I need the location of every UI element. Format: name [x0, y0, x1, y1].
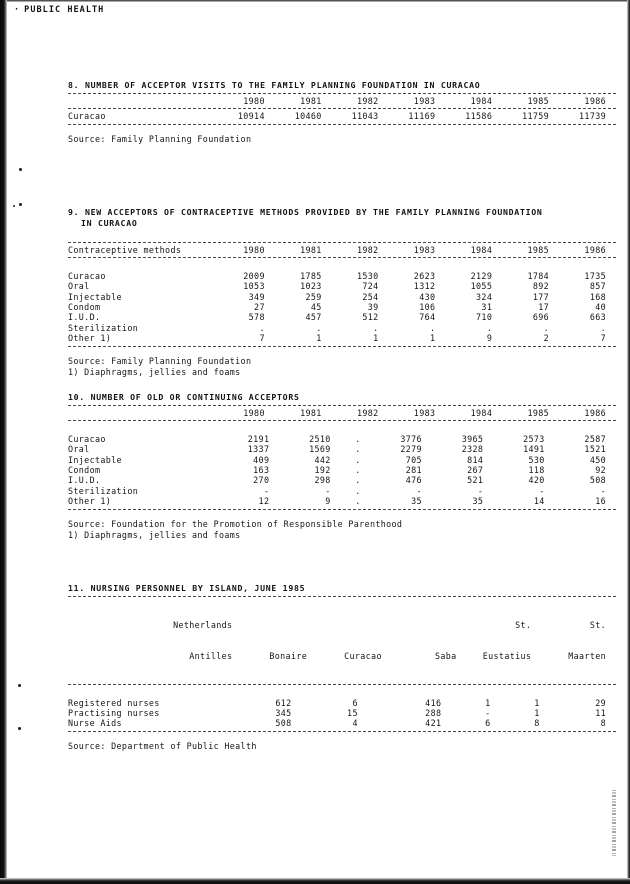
table-9-cell: 1055: [470, 281, 493, 292]
table-8-row-label: Curacao: [68, 111, 106, 122]
table-row: [68, 465, 616, 475]
table-10-cell: .: [355, 454, 361, 465]
table-11-row-label: Registered nurses: [68, 697, 160, 708]
table-10-cell: -: [325, 485, 331, 496]
table-8-col-1983: 1983: [413, 96, 436, 106]
table-9-cell: .: [543, 322, 550, 333]
table-10-cell: 705: [405, 454, 422, 465]
table-row: [68, 333, 616, 343]
scan-edge-bottom: [0, 878, 630, 884]
col-head-top: [392, 620, 457, 630]
table-8-cell: 11739: [579, 111, 606, 122]
table-9-cell: 1: [373, 333, 379, 344]
table-11-row-label: Nurse Aids: [68, 718, 122, 729]
table-11-col-netherlands-antilles: [168, 599, 243, 682]
table-8-body: [68, 111, 616, 121]
table-9-col-1981: 1981: [300, 245, 322, 255]
table-10-col-1985: 1985: [527, 408, 550, 418]
table-11-title: 11. NURSING PERSONNEL BY ISLAND, JUNE 1985: [68, 583, 306, 593]
table-row: [68, 455, 616, 465]
spacer: [68, 423, 616, 433]
table-9-cell: 7: [600, 333, 606, 344]
table-10-cell: 2510: [309, 433, 331, 444]
table-9-cell: 177: [532, 291, 550, 302]
col-head-bottom: Maarten: [568, 651, 606, 662]
table-row: [68, 496, 616, 506]
table-row: [68, 323, 616, 333]
table-8-rule-top: [68, 93, 616, 94]
table-10-cell: -: [539, 485, 545, 496]
table-10-source: Source: Foundation for the Promotion of Responsible Parenthood: [68, 518, 403, 529]
table-10-cell: 450: [589, 454, 606, 465]
table-10-cell: .: [355, 465, 361, 476]
table-11-cell: 29: [595, 697, 606, 708]
table-9-cell: 1784: [527, 270, 550, 281]
table-9-rule-mid: [68, 257, 616, 258]
table-8-col-1985: 1985: [527, 96, 550, 106]
table-11-cell: -: [485, 708, 491, 719]
table-11-cell: 6: [485, 718, 491, 729]
table-8-cell: 11043: [351, 111, 379, 122]
table-11-col-bonaire: [242, 599, 317, 682]
table-10-cell: .: [355, 496, 361, 507]
table-10-cell: 3965: [461, 433, 484, 444]
table-10-cell: -: [600, 485, 606, 496]
scan-edge-top: [0, 0, 630, 2]
table-9-cell: 457: [305, 312, 322, 323]
table-11-source: Source: Department of Public Health: [68, 740, 257, 751]
table-9-cell: 1312: [413, 281, 436, 292]
table-10-row-label: Injectable: [68, 454, 122, 465]
table-8-block: [68, 80, 616, 145]
table-10-cell: 420: [528, 475, 545, 486]
table-9-cell: 349: [248, 291, 265, 302]
table-row: [68, 292, 616, 302]
table-11-body: [68, 687, 616, 729]
table-10-cell: 118: [528, 465, 545, 476]
table-10-block: [68, 392, 616, 541]
table-row: [68, 434, 616, 444]
table-10-cell: 267: [467, 465, 484, 476]
table-11-col-curacao: [317, 599, 392, 682]
table-10-header-row: [68, 408, 616, 418]
table-8-col-1982: 1982: [356, 96, 379, 106]
table-10-cell: .: [355, 444, 361, 455]
table-9-cell: 2129: [470, 270, 493, 281]
table-9-row-label: Curacao: [68, 270, 106, 281]
running-head-text: PUBLIC HEALTH: [24, 5, 105, 15]
table-11-cell: 11: [595, 708, 606, 719]
table-8-rule-mid: [68, 108, 616, 109]
table-10-cell: 16: [595, 496, 606, 507]
table-10-cell: 270: [253, 475, 270, 486]
col-head-top: [317, 620, 382, 630]
table-9-rule-bottom: [68, 346, 616, 347]
col-head-top: [242, 620, 307, 630]
table-10-row-label: Oral: [68, 444, 90, 455]
table-10-rule-top: [68, 405, 616, 406]
table-9-col-1983: 1983: [413, 245, 436, 255]
table-11-cell: 345: [275, 708, 292, 719]
table-9-stub-header: Contraceptive methods: [68, 245, 182, 255]
table-9-cell: 106: [419, 302, 436, 313]
table-9-row-label: Injectable: [68, 291, 122, 302]
table-10-cell: 35: [472, 496, 484, 507]
table-11-header-row: [68, 599, 616, 682]
table-9: [68, 245, 616, 255]
table-10-footnote: 1) Diaphragms, jellies and foams: [68, 529, 241, 540]
table-9-body: [68, 260, 616, 343]
table-row: [68, 271, 616, 281]
table-9-row-label: Other 1): [68, 333, 112, 344]
table-10-cell: -: [263, 485, 270, 496]
table-9-cell: .: [600, 322, 606, 333]
table-10-row-label: I.U.D.: [68, 475, 101, 486]
table-10-row-label: Curacao: [68, 433, 106, 444]
table-10-col-1984: 1984: [470, 408, 493, 418]
table-row: [68, 312, 616, 322]
table-8-cell: 10914: [237, 111, 265, 122]
scan-speck: [13, 205, 15, 207]
table-9-row-label: I.U.D.: [68, 312, 101, 323]
table-9-cell: 1735: [584, 270, 606, 281]
table-10-cell: 530: [528, 454, 545, 465]
table-8-cell: 11759: [522, 111, 550, 122]
table-8-title: 8. NUMBER OF ACCEPTOR VISITS TO THE FAMILY PLANNING FOUNDATION IN CURACAO: [68, 80, 481, 90]
table-8-col-1986: 1986: [584, 96, 606, 106]
table-11-stub-header: [68, 599, 168, 682]
table-row: [68, 281, 616, 291]
table-9-cell: .: [316, 322, 322, 333]
table-10-cell: 192: [314, 465, 331, 476]
table-9-cell: 663: [589, 312, 606, 323]
table-11-cell: 8: [600, 718, 606, 729]
table-9-cell: 1053: [243, 281, 265, 292]
table-10-cell: 14: [533, 496, 545, 507]
table-11-cell: 15: [347, 708, 358, 719]
table-10-cell: 409: [253, 454, 270, 465]
table-9-title-line2: IN CURACAO: [81, 218, 138, 228]
table-11-col-saba: [392, 599, 467, 682]
table-row: [68, 718, 616, 728]
table-9-row-label: Condom: [68, 302, 101, 313]
table-10-cell: 9: [325, 496, 331, 507]
table-9-title: [68, 196, 616, 240]
table-10-cell: 35: [411, 496, 422, 507]
col-head-bottom: Saba: [434, 651, 457, 662]
table-9-cell: 696: [532, 312, 550, 323]
table-9-cell: 710: [476, 312, 493, 323]
table-11: [68, 599, 616, 682]
col-head-bottom: Antilles: [189, 651, 233, 662]
table-10-col-1981: 1981: [300, 408, 322, 418]
table-10-cell: 2279: [400, 444, 422, 455]
table-9-cell: .: [429, 322, 436, 333]
table-10-body: [68, 423, 616, 506]
col-head-top: St.: [589, 619, 606, 630]
table-9-source: Source: Family Planning Foundation: [68, 355, 252, 366]
table-10-cell: 2587: [584, 433, 606, 444]
table-9-cell: 1: [429, 333, 436, 344]
table-11-col-st-maarten: [541, 599, 616, 682]
table-10: [68, 408, 616, 418]
table-10-cell: 3776: [400, 433, 422, 444]
scan-speck: [18, 727, 21, 730]
table-9-cell: 724: [362, 281, 379, 292]
table-11-cell: 1: [534, 697, 540, 708]
running-head-lead-mark: ·: [14, 5, 21, 15]
table-10-cell: 298: [314, 475, 331, 486]
running-head: [14, 5, 104, 15]
table-10-title: 10. NUMBER OF OLD OR CONTINUING ACCEPTORS: [68, 392, 300, 402]
table-row: [68, 708, 616, 718]
table-10-cell: 508: [589, 475, 606, 486]
table-9-cell: 9: [486, 333, 493, 344]
table-9-cell: 578: [248, 312, 265, 323]
table-row: [68, 444, 616, 454]
table-9-cell: 892: [532, 281, 550, 292]
table-9-cell: 45: [310, 302, 322, 313]
table-8-col-1981: 1981: [300, 96, 322, 106]
table-10-rule-mid: [68, 420, 616, 421]
table-10-cell: -: [477, 485, 484, 496]
table-10-cell: 2191: [247, 433, 270, 444]
table-10-cell: 521: [467, 475, 484, 486]
col-head-bottom: Bonaire: [269, 651, 308, 662]
scan-edge-left: [0, 0, 7, 884]
table-10-cell: .: [355, 433, 361, 444]
col-head-bottom: Curacao: [344, 651, 382, 662]
table-10-col-1982: 1982: [356, 408, 379, 418]
table-10-row-label: Condom: [68, 465, 101, 476]
scan-speck: [18, 684, 21, 687]
table-11-col-st-eustatius: [467, 599, 542, 682]
table-8-rule-bottom: [68, 124, 616, 125]
table-10-cell: 2328: [461, 444, 484, 455]
table-10-cell: 476: [405, 475, 422, 486]
table-row: [68, 486, 616, 496]
table-8-col-1980: 1980: [243, 96, 265, 106]
table-8-cell: 11586: [465, 111, 493, 122]
table-11-cell: 416: [425, 697, 442, 708]
table-10-cell: .: [355, 475, 361, 486]
table-10-row-label: Other 1): [68, 496, 112, 507]
table-9-footnote: 1) Diaphragms, jellies and foams: [68, 366, 241, 377]
table-9-block: [68, 196, 616, 378]
table-10-cell: 92: [595, 465, 606, 476]
table-10-cell: 281: [405, 465, 422, 476]
table-8-header-row: [68, 96, 616, 106]
table-10-cell: 1569: [309, 444, 331, 455]
table-10-cell: 1337: [247, 444, 270, 455]
table-9-cell: 430: [419, 291, 436, 302]
table-9-cell: 259: [305, 291, 322, 302]
table-11-cell: 4: [352, 718, 358, 729]
table-9-cell: 764: [419, 312, 436, 323]
table-9-cell: .: [373, 322, 379, 333]
table-8: [68, 96, 616, 106]
table-9-col-1982: 1982: [356, 245, 379, 255]
table-10-cell: 1521: [584, 444, 606, 455]
table-11-rule-bottom: [68, 731, 616, 732]
table-10-cell: 442: [314, 454, 331, 465]
table-11-rule-top: [68, 596, 616, 597]
table-11-row-label: Practising nurses: [68, 708, 160, 719]
table-8-col-1984: 1984: [470, 96, 493, 106]
table-row: [68, 698, 616, 708]
table-9-cell: 1: [316, 333, 322, 344]
table-9-cell: 7: [259, 333, 265, 344]
table-9-cell: 31: [481, 302, 493, 313]
table-9-cell: 1785: [300, 270, 322, 281]
table-9-cell: 168: [589, 291, 606, 302]
col-head-top: St.: [515, 619, 532, 630]
table-11-cell: 288: [425, 708, 442, 719]
table-9-cell: 1530: [356, 270, 379, 281]
table-9-cell: 857: [589, 281, 606, 292]
table-9-cell: 512: [362, 312, 379, 323]
table-11-cell: 1: [485, 697, 491, 708]
table-row: [68, 475, 616, 485]
table-9-col-1986: 1986: [584, 245, 606, 255]
table-9-cell: 324: [476, 291, 493, 302]
table-row: [68, 302, 616, 312]
col-head-bottom: Eustatius: [482, 651, 532, 662]
table-11-cell: 612: [275, 697, 292, 708]
table-9-cell: 1023: [300, 281, 322, 292]
table-11-cell: 8: [534, 718, 540, 729]
table-9-cell: 2: [543, 333, 550, 344]
table-8-cell: 11169: [408, 111, 436, 122]
table-10-col-1983: 1983: [413, 408, 436, 418]
table-8-cell: 10460: [294, 111, 322, 122]
table-10-cell: 814: [467, 454, 484, 465]
table-11-cell: 421: [425, 718, 442, 729]
table-9-col-1985: 1985: [527, 245, 550, 255]
col-head-top: Netherlands: [173, 619, 233, 630]
table-8-source: Source: Family Planning Foundation: [68, 133, 252, 144]
table-11-cell: 1: [534, 708, 540, 719]
table-9-cell: 254: [362, 291, 379, 302]
table-10-col-1980: 1980: [243, 408, 265, 418]
table-10-col-1986: 1986: [584, 408, 606, 418]
scan-speck: [19, 203, 22, 206]
spacer: [68, 687, 616, 697]
table-9-col-1984: 1984: [470, 245, 493, 255]
table-10-cell: -: [416, 485, 422, 496]
table-9-row-label: Sterilization: [68, 322, 139, 333]
table-10-cell: .: [355, 485, 361, 496]
table-8-stub-header: [68, 96, 218, 106]
table-11-cell: 508: [275, 718, 292, 729]
table-10-rule-bottom: [68, 509, 616, 510]
table-9-row-label: Oral: [68, 281, 90, 292]
table-10-cell: 2573: [523, 433, 545, 444]
table-row: [68, 111, 616, 121]
table-9-title-line1: 9. NEW ACCEPTORS OF CONTRACEPTIVE METHODS PROVIDED BY THE FAMILY PLANNING FOUNDATION: [68, 207, 543, 217]
table-9-col-1980: 1980: [243, 245, 265, 255]
table-10-row-label: Sterilization: [68, 485, 139, 496]
spacer: [68, 260, 616, 270]
table-9-cell: 2623: [413, 270, 436, 281]
table-9-cell: .: [259, 322, 265, 333]
table-11-rule-mid: [68, 684, 616, 685]
table-9-header-row: [68, 245, 616, 255]
table-9-cell: 27: [254, 302, 265, 313]
table-9-rule-top: [68, 242, 616, 243]
table-11-cell: 6: [352, 697, 358, 708]
table-9-cell: 39: [367, 302, 379, 313]
table-9-cell: 17: [538, 302, 550, 313]
table-9-cell: 2009: [243, 270, 265, 281]
table-10-cell: 12: [258, 496, 270, 507]
scan-barcode-artifact: [612, 790, 616, 856]
table-9-cell: .: [486, 322, 493, 333]
table-10-cell: 1491: [523, 444, 545, 455]
scan-speck: [19, 168, 22, 171]
table-10-stub-header: [68, 408, 218, 418]
table-9-cell: 40: [595, 302, 606, 313]
table-10-cell: 163: [253, 465, 270, 476]
table-11-block: [68, 583, 616, 752]
